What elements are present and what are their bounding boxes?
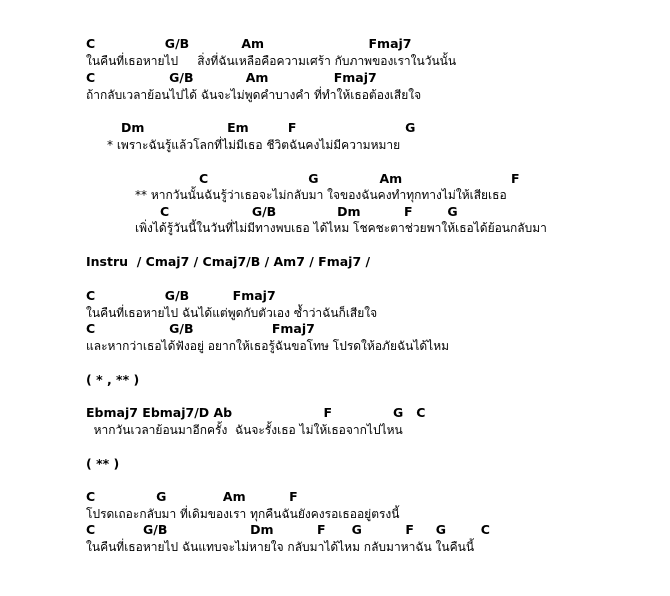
- chorus-lyric-line-2: เพิ่งได้รู้วันนี้ในวันที่ไม่มีทางพบเธอ ได้ไหม โชคชะตาช่วยพาให้เธอได้ย้อนกลับมา: [135, 221, 547, 235]
- verse2-chords-line-1: C G/B Fmaj7: [86, 288, 276, 303]
- pre-chorus-lyric: * เพราะฉันรู้แล้วโลกที่ไม่มีเธอ ชีวิตฉันคงไม่มีความหมาย: [107, 138, 401, 152]
- chorus-chords-line-2: C G/B Dm F G: [160, 204, 458, 219]
- verse2-lyric-line-2: และหากว่าเธอได้ฟังอยู่ อยากให้เธอรู้ฉันขอโทษ โปรดให้อภัยฉันได้ไหม: [86, 339, 450, 353]
- outro-lyric-line-1: โปรดเถอะกลับมา ที่เดิมของเรา ทุกคืนฉันยังคงรอเธออยู่ตรงนี้: [86, 507, 400, 521]
- verse2-lyric-line-1: ในคืนที่เธอหายไป ฉันได้แต่พูดกับตัวเอง ซ้ำว่าฉันก็เสียใจ: [86, 306, 378, 320]
- verse1-lyric-line-2: ถ้ากลับเวลาย้อนไปได้ ฉันจะไม่พูดคำบางคำ ที่ทำให้เธอต้องเสียใจ: [86, 88, 422, 102]
- repeat-marker-2: ( ** ): [86, 456, 120, 471]
- verse1-chords-line-1: C G/B Am Fmaj7: [86, 36, 412, 51]
- pre-chorus-chords: Dm Em F G: [121, 120, 416, 135]
- chorus-chords-line-1: C G Am F: [199, 171, 520, 186]
- chorus-lyric-line-1: ** หากวันนั้นฉันรู้ว่าเธอจะไม่กลับมา ใจของฉันคงทำทุกทางไม่ให้เสียเธอ: [135, 188, 507, 202]
- outro-chords-line-1: C G Am F: [86, 489, 298, 504]
- verse1-chords-line-2: C G/B Am Fmaj7: [86, 70, 377, 85]
- outro-chords-line-2: C G/B Dm F G F G C: [86, 522, 490, 537]
- instrumental-line: Instru / Cmaj7 / Cmaj7/B / Am7 / Fmaj7 /: [86, 254, 371, 269]
- bridge-chords: Ebmaj7 Ebmaj7/D Ab F G C: [86, 405, 426, 420]
- repeat-marker-1: ( * , ** ): [86, 372, 140, 387]
- verse1-lyric-line-1: ในคืนที่เธอหายไป สิ่งที่ฉันเหลือคือความเศร้า กับภาพของเราในวันนั้น: [86, 54, 457, 68]
- verse2-chords-line-2: C G/B Fmaj7: [86, 321, 315, 336]
- outro-lyric-line-2: ในคืนที่เธอหายไป ฉันแทบจะไม่หายใจ กลับมาได้ไหม กลับมาหาฉัน ในคืนนี้: [86, 540, 475, 554]
- bridge-lyric: หากวันเวลาย้อนมาอีกครั้ง ฉันจะรั้งเธอ ไม่ให้เธอจากไปไหน: [86, 423, 403, 437]
